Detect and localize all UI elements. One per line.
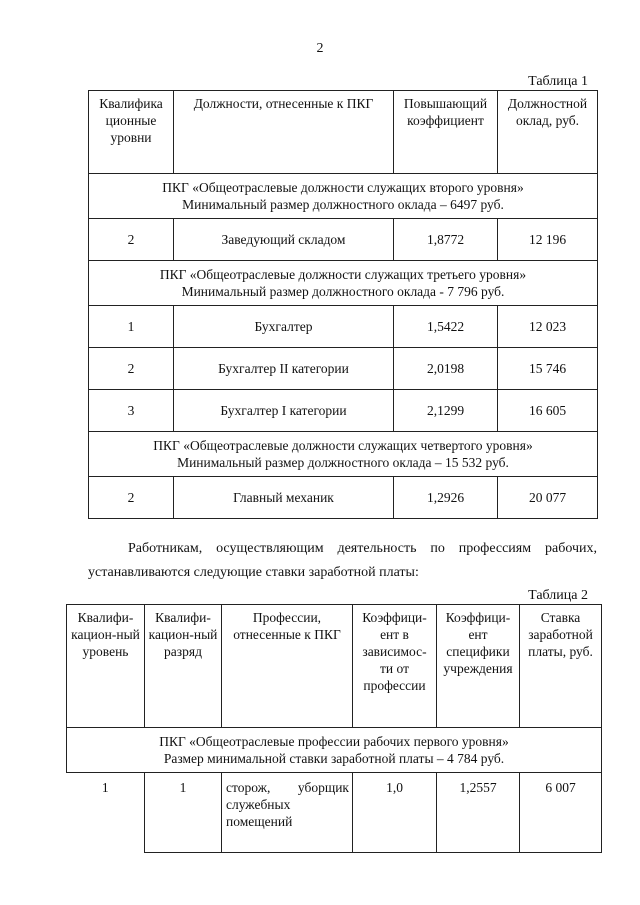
table-cell: Бухгалтер II категории: [174, 348, 394, 390]
table2-header-cell: Квалифи-кацион-ный уровень: [67, 605, 145, 728]
table1-header-cell: Повышающий коэффициент: [394, 91, 498, 174]
table-cell: Бухгалтер: [174, 306, 394, 348]
table-cell: 2: [89, 219, 174, 261]
table-row: [89, 348, 598, 390]
group-title: ПКГ «Общеотраслевые должности служащих четвертого уровня»: [153, 438, 533, 453]
table-cell: 1: [89, 306, 174, 348]
table2-header-cell: Коэффици-ент специфики учреждения: [437, 605, 520, 728]
table-1: [88, 90, 598, 519]
profession-line: служебных помещений: [226, 797, 293, 829]
table-cell: 15 746: [498, 348, 598, 390]
table1-header-row: [89, 91, 598, 174]
table1-header-cell: Должности, отнесенные к ПКГ: [174, 91, 394, 174]
table1-header-cell: Квалифика ционные уровни: [89, 91, 174, 174]
table-cell: 12 023: [498, 306, 598, 348]
table2-caption: Таблица 2: [528, 588, 588, 603]
profession-line: [226, 779, 349, 796]
table1-group-row: [89, 432, 598, 477]
table1-header-cell: Должностной оклад, руб.: [498, 91, 598, 174]
table-cell: Заведующий складом: [174, 219, 394, 261]
table-row: [89, 306, 598, 348]
table-cell: 2,0198: [394, 348, 498, 390]
group-title: ПКГ «Общеотраслевые профессии рабочих первого уровня»: [159, 734, 509, 749]
table-cell: 3: [89, 390, 174, 432]
table-2: [66, 604, 602, 853]
table-cell: 1,8772: [394, 219, 498, 261]
table-cell: 20 077: [498, 477, 598, 519]
table2-header-cell: Коэффици-ент в зависимос-ти от профессии: [353, 605, 437, 728]
table-cell: 1,0: [353, 773, 437, 853]
group-subtitle: Размер минимальной ставки заработной платы – 4 784 руб.: [163, 751, 505, 766]
paragraph-line: устанавливаются следующие ставки заработной платы:: [88, 565, 419, 580]
group-title: ПКГ «Общеотраслевые должности служащих третьего уровня»: [159, 267, 527, 282]
table-cell: 1,2557: [437, 773, 520, 853]
table2-group-header: [67, 728, 602, 773]
table-cell: 2: [89, 477, 174, 519]
table-cell: Бухгалтер I категории: [174, 390, 394, 432]
table-row: [67, 773, 602, 853]
table1-group-row: [89, 174, 598, 219]
table-cell: Главный механик: [174, 477, 394, 519]
group-subtitle: Минимальный размер должностного оклада – 6497 руб.: [182, 197, 504, 212]
table1-group-header: [89, 174, 598, 219]
group-subtitle: Минимальный размер должностного оклада – 15 532 руб.: [177, 455, 509, 470]
table-cell: 1: [67, 773, 145, 853]
table-row: [89, 477, 598, 519]
table1-group-header: [89, 261, 598, 306]
table1-caption: Таблица 1: [528, 74, 588, 89]
table2-header-cell: Ставка заработной платы, руб.: [520, 605, 602, 728]
table-cell: 1: [145, 773, 222, 853]
table-cell: 6 007: [520, 773, 602, 853]
table2-header-cell: Квалифи-кацион-ный разряд: [145, 605, 222, 728]
table2-header-row: [67, 605, 602, 728]
profession-word: сторож,: [226, 780, 271, 795]
profession-word: уборщик: [297, 780, 349, 795]
profession-cell: [222, 773, 353, 853]
paragraph-line: Работникам, осуществляющим деятельность по профессиям рабочих,: [128, 541, 597, 556]
table1-group-header: [89, 432, 598, 477]
table-row: [89, 219, 598, 261]
table-cell: 2: [89, 348, 174, 390]
table-cell: 16 605: [498, 390, 598, 432]
table-cell: 1,2926: [394, 477, 498, 519]
table-cell: 12 196: [498, 219, 598, 261]
body-paragraph: [88, 537, 597, 585]
table1-group-row: [89, 261, 598, 306]
table-row: [89, 390, 598, 432]
table-cell: 1,5422: [394, 306, 498, 348]
table2-group-row: [67, 728, 602, 773]
group-title: ПКГ «Общеотраслевые должности служащих второго уровня»: [162, 180, 524, 195]
page-number: 2: [316, 41, 324, 56]
group-subtitle: Минимальный размер должностного оклада - 7 796 руб.: [181, 284, 505, 299]
table2-header-cell: Профессии, отнесенные к ПКГ: [222, 605, 353, 728]
table-cell: 2,1299: [394, 390, 498, 432]
